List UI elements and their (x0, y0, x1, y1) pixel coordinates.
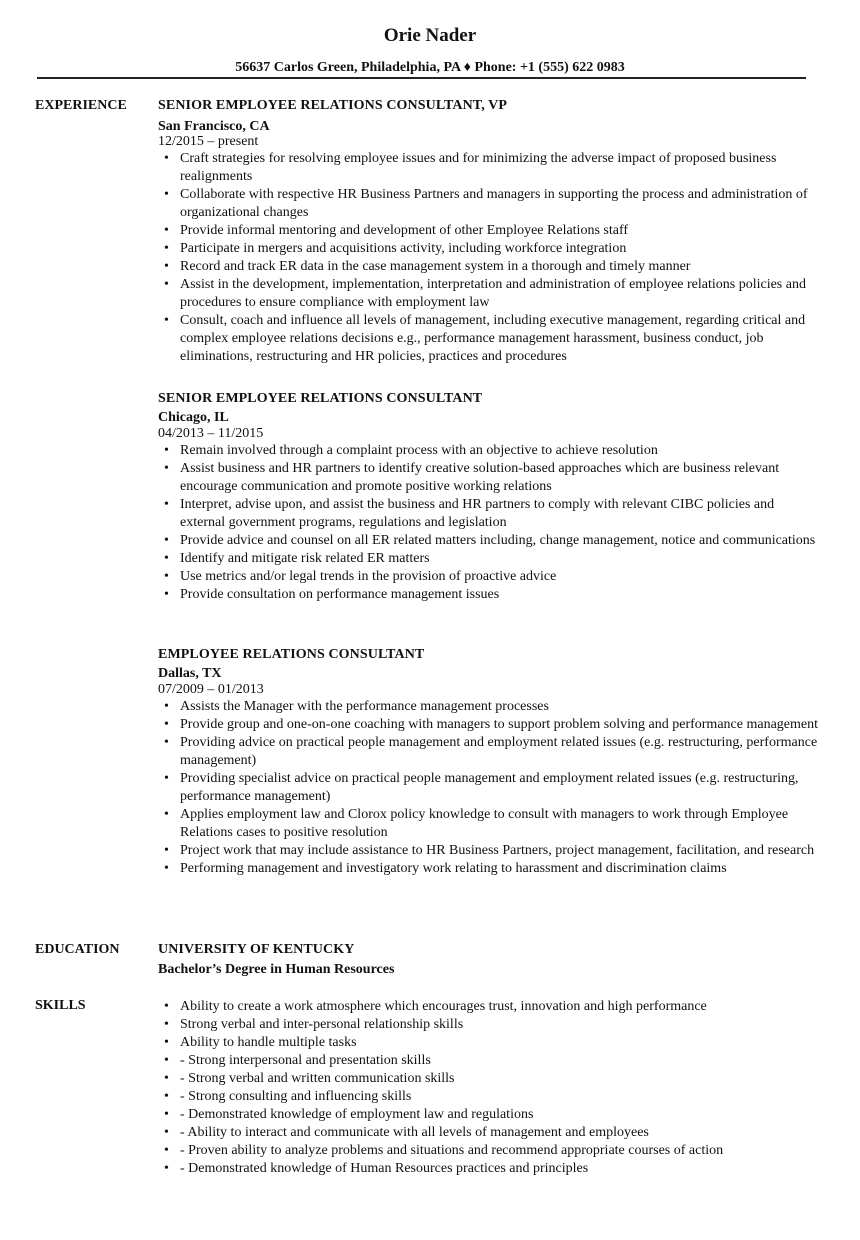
job-title: SENIOR EMPLOYEE RELATIONS CONSULTANT, VP (158, 98, 508, 113)
list-item: • - Strong interpersonal and presentation skills (158, 1052, 818, 1070)
job-bullets (158, 150, 818, 366)
job-dates: 07/2009 – 01/2013 (158, 682, 264, 697)
job-dates: 12/2015 – present (158, 134, 259, 149)
job-dates: 04/2013 – 11/2015 (158, 426, 264, 441)
school-name: UNIVERSITY OF KENTUCKY (158, 942, 355, 957)
job-bullets (158, 698, 818, 878)
list-item: • Assists the Manager with the performance management processes (158, 698, 818, 716)
list-item: • Record and track ER data in the case management system in a thorough and timely manner (158, 258, 818, 276)
list-item: • Assist in the development, implementation, interpretation and administration of employee relations policies and procedures to ensure compliance with employment law (158, 276, 818, 312)
list-item: • Remain involved through a complaint process with an objective to achieve resolution (158, 442, 818, 460)
list-item: • Providing advice on practical people management and employment related issues (e.g. restructuring, performance management) (158, 734, 818, 770)
list-item: • Interpret, advise upon, and assist the business and HR partners to comply with relevant CIBC policies and external government programs, regulations and legislation (158, 496, 818, 532)
job-title: SENIOR EMPLOYEE RELATIONS CONSULTANT (158, 391, 483, 406)
list-item: • Identify and mitigate risk related ER matters (158, 550, 818, 568)
list-item: • Project work that may include assistance to HR Business Partners, project management, facilitation, and research (158, 842, 818, 860)
list-item: • Providing specialist advice on practical people management and employment related issues (e.g. restructuring, performance management) (158, 770, 818, 806)
skills-list (158, 998, 818, 1178)
contact-line: 56637 Carlos Green, Philadelphia, PA ♦ Phone: +1 (555) 622 0983 (235, 60, 625, 75)
list-item: • - Proven ability to analyze problems and situations and recommend appropriate courses of action (158, 1142, 818, 1160)
degree: Bachelor’s Degree in Human Resources (158, 962, 395, 977)
list-item: • Collaborate with respective HR Business Partners and managers in supporting the process and administration of organizational changes (158, 186, 818, 222)
education-heading: EDUCATION (35, 942, 120, 957)
list-item: • Provide group and one-on-one coaching with managers to support problem solving and performance management (158, 716, 818, 734)
list-item: • Performing management and investigatory work relating to harassment and discrimination claims (158, 860, 818, 878)
list-item: • - Strong consulting and influencing skills (158, 1088, 818, 1106)
list-item: • Ability to handle multiple tasks (158, 1034, 818, 1052)
list-item: • Assist business and HR partners to identify creative solution-based approaches which are business relevant encourage communication and promote positive working relations (158, 460, 818, 496)
list-item: • - Demonstrated knowledge of Human Resources practices and principles (158, 1160, 818, 1178)
job-location: Dallas, TX (158, 666, 222, 681)
list-item: • Participate in mergers and acquisitions activity, including workforce integration (158, 240, 818, 258)
list-item: • - Ability to interact and communicate with all levels of management and employees (158, 1124, 818, 1142)
list-item: • Strong verbal and inter-personal relationship skills (158, 1016, 818, 1034)
list-item: • Applies employment law and Clorox policy knowledge to consult with managers to work through Employee Relations cases to positive resolution (158, 806, 818, 842)
list-item: • Ability to create a work atmosphere which encourages trust, innovation and high performance (158, 998, 818, 1016)
header-divider (37, 77, 806, 79)
experience-heading: EXPERIENCE (35, 98, 127, 113)
list-item: • Provide advice and counsel on all ER related matters including, change management, notice and communications (158, 532, 818, 550)
job-location: Chicago, IL (158, 410, 229, 425)
list-item: • Provide informal mentoring and development of other Employee Relations staff (158, 222, 818, 240)
list-item: • Provide consultation on performance management issues (158, 586, 818, 604)
list-item: • Use metrics and/or legal trends in the provision of proactive advice (158, 568, 818, 586)
skills-heading: SKILLS (35, 998, 86, 1013)
list-item: • Consult, coach and influence all levels of management, including executive management, regarding critical and complex employee relations decisions e.g., performance management harassment, business conduct, job eliminations, restructuring and HR policies, practices and procedures (158, 312, 818, 366)
job-bullets (158, 442, 818, 604)
list-item: • - Strong verbal and written communication skills (158, 1070, 818, 1088)
list-item: • - Demonstrated knowledge of employment law and regulations (158, 1106, 818, 1124)
job-location: San Francisco, CA (158, 119, 270, 134)
job-title: EMPLOYEE RELATIONS CONSULTANT (158, 647, 425, 662)
candidate-name: Orie Nader (383, 25, 477, 46)
list-item: • Craft strategies for resolving employee issues and for minimizing the adverse impact of proposed business realignments (158, 150, 818, 186)
